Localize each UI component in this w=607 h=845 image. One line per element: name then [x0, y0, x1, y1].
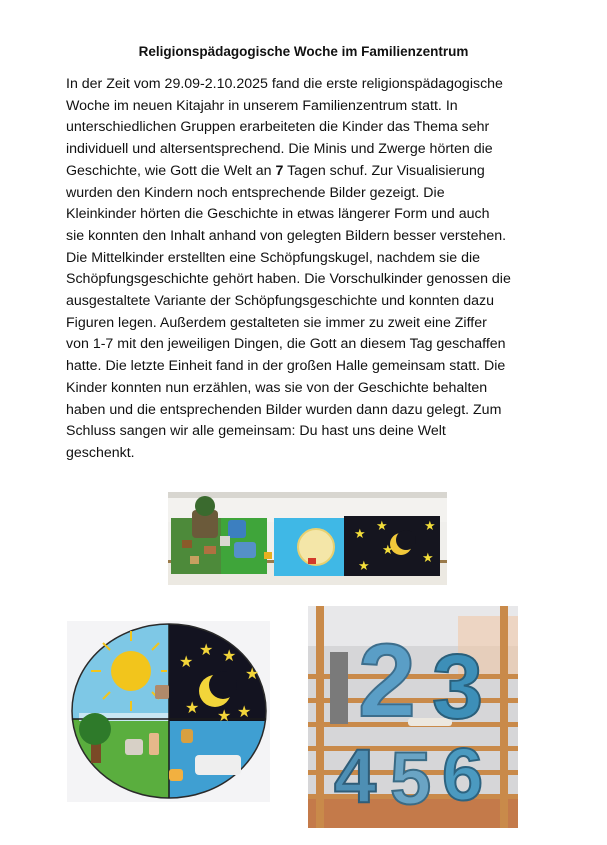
svg-text:★: ★ — [354, 526, 366, 541]
photo-number-figures-wall-bars — [308, 606, 518, 828]
figure-number-6: 6 — [442, 733, 484, 816]
paragraph-line: individuell und altersentsprechend. Die Minis und Zwerge hörten die — [66, 141, 493, 158]
figure-number-5: 5 — [390, 737, 432, 820]
paragraph-line: Schluss sangen wir alle gemeinsam: Du hast uns deine Welt — [66, 423, 446, 440]
document-title: Religionspädagogische Woche im Familienzentrum — [138, 44, 469, 59]
paragraph-line: Die Mittelkinder erstellten eine Schöpfungskugel, nachdem sie die — [66, 249, 481, 266]
svg-text:★: ★ — [237, 704, 252, 721]
paragraph-line: sie konnten den Inhalt anhand von gelegten Bildern besser verstehen. — [66, 227, 507, 244]
svg-text:★: ★ — [424, 518, 436, 533]
paragraph-line: haben und die entsprechenden Bilder wurden dann dazu gelegt. Zum — [66, 401, 502, 418]
svg-text:★: ★ — [179, 654, 194, 671]
paragraph-line: wurden den Kindern noch entsprechende Bilder gezeigt. Die — [66, 184, 445, 201]
svg-text:★: ★ — [185, 700, 200, 717]
paragraph-line: geschenkt. — [66, 444, 135, 461]
svg-text:★: ★ — [222, 648, 237, 665]
svg-text:★: ★ — [376, 518, 388, 533]
paragraph-line: Kinder konnten nun erzählen, was sie von der Geschichte behalten — [66, 379, 488, 396]
paragraph-line: Figuren legen. Außerdem gestalteten sie immer zu zweit eine Ziffer — [66, 314, 487, 331]
photo-creation-days-floor — [168, 492, 447, 585]
paragraph-line: Woche im neuen Kitajahr in unserem Familienzentrum statt. In — [66, 97, 458, 114]
svg-text:★: ★ — [422, 550, 434, 565]
paragraph-line: ausgestaltete Variante der Schöpfungsgeschichte und konnten dazu — [66, 293, 495, 310]
figure-number-4: 4 — [334, 734, 377, 819]
paragraph-line: In der Zeit vom 29.09-2.10.2025 fand die erste religionspädagogische — [66, 76, 503, 92]
paragraph-line: Geschichte, wie Gott die Welt an 7 Tagen schuf. Zur Visualisierung — [66, 162, 485, 179]
bold-number-seven: 7 — [275, 162, 284, 179]
photo-creation-ball — [67, 621, 270, 802]
figure-number-3: 3 — [432, 636, 484, 738]
paragraph-line: unterschiedlichen Gruppen erarbeiteten die Kinder das Thema sehr — [66, 119, 490, 136]
paragraph-line: von 1-7 mit den jeweiligen Dingen, die Gott an diesem Tag geschaffen — [66, 336, 506, 353]
svg-text:★: ★ — [382, 542, 394, 557]
figure-number-2: 2 — [358, 623, 416, 739]
svg-text:★: ★ — [199, 642, 214, 659]
paragraph-line: Kleinkinder hörten die Geschichte in etwas längerer Form und auch — [66, 206, 490, 223]
svg-text:★: ★ — [358, 558, 370, 573]
body-paragraph — [66, 74, 556, 465]
svg-text:★: ★ — [245, 666, 260, 683]
paragraph-line: Schöpfungsgeschichte gehört haben. Die Vorschulkinder genossen die — [66, 271, 511, 288]
paragraph-line: hatte. Die letzte Einheit fand in der großen Halle gemeinsam statt. Die — [66, 358, 506, 375]
svg-text:★: ★ — [217, 708, 232, 725]
